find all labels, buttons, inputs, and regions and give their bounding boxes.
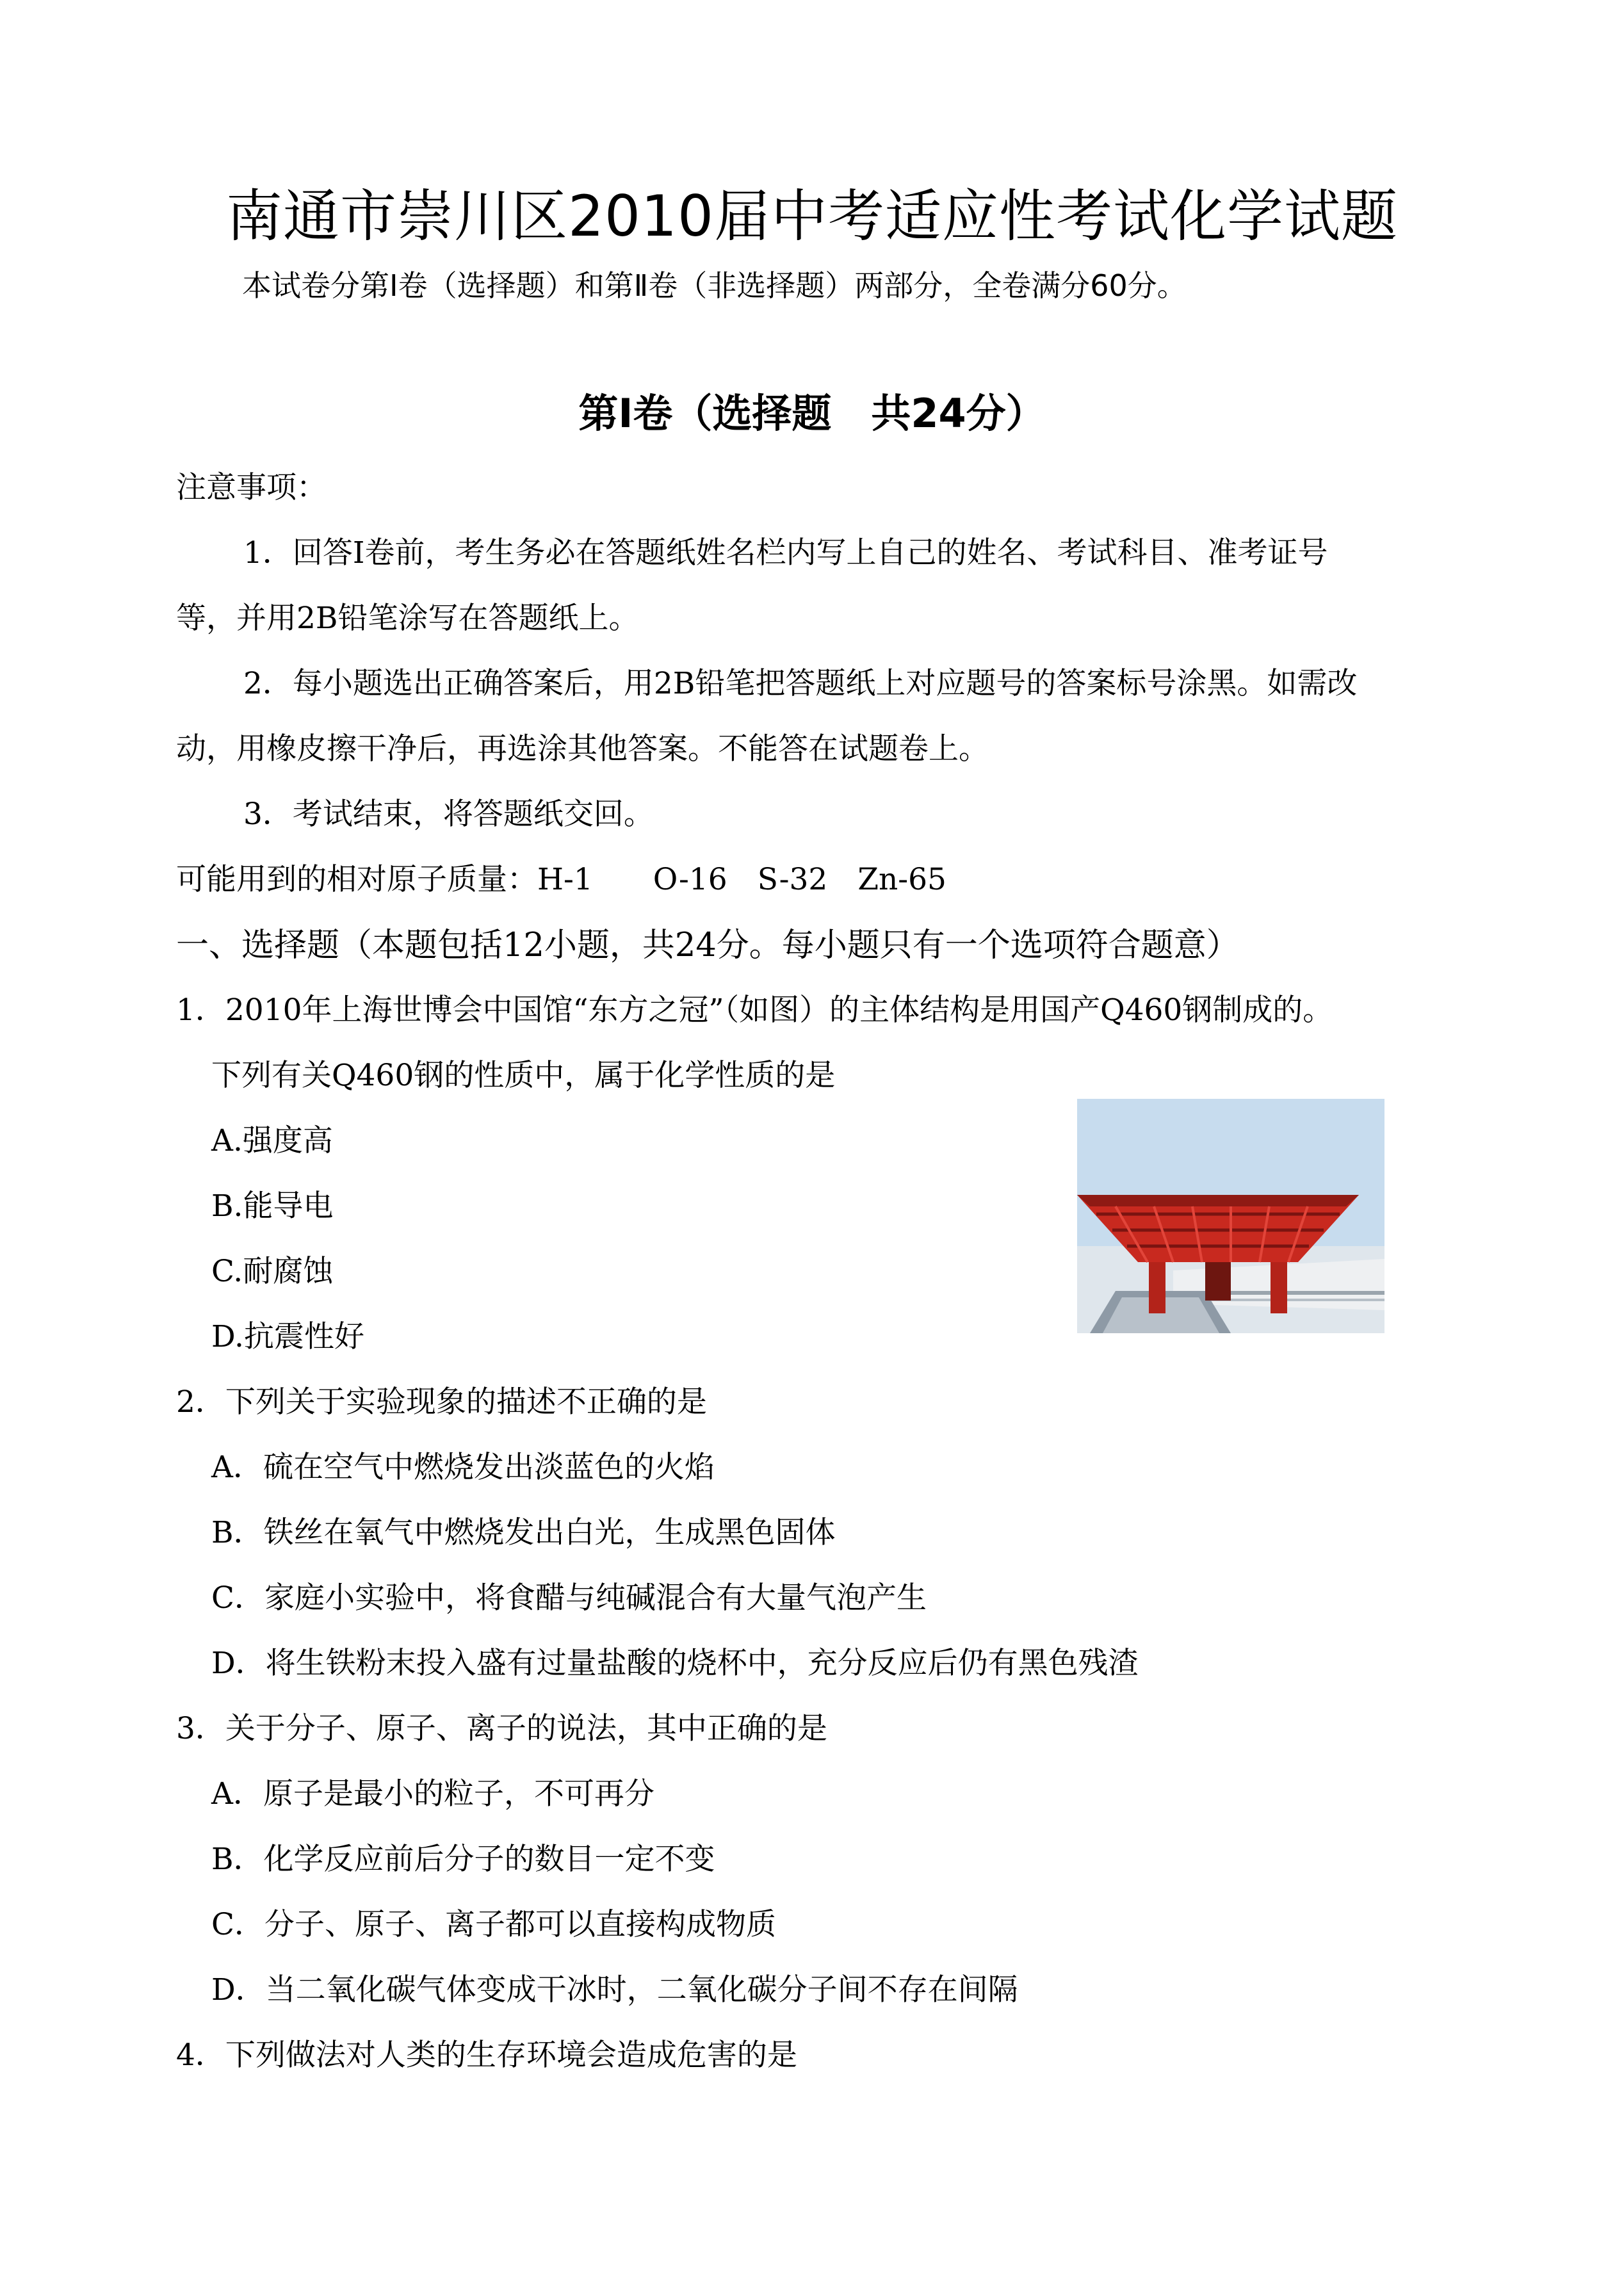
- section-title: 第Ⅰ卷（选择题 共24分）: [578, 390, 1046, 437]
- question-stem: 2．下列关于实验现象的描述不正确的是: [176, 1384, 707, 1420]
- answer-option: D．将生铁粉末投入盛有过量盐酸的烧杯中，充分反应后仍有黑色残渣: [211, 1646, 1139, 1681]
- answer-option: D．当二氧化碳气体变成干冰时，二氧化碳分子间不存在间隔: [211, 1972, 1018, 2007]
- note-line: 动，用橡皮擦干净后，再选涂其他答案。不能答在试题卷上。: [176, 731, 989, 766]
- answer-option: A．原子是最小的粒子，不可再分: [211, 1776, 654, 1812]
- question-stem: 1．2010年上海世博会中国馆“东方之冠”（如图）的主体结构是用国产Q460钢制成的。: [176, 993, 1333, 1028]
- question-stem: 3．关于分子、原子、离子的说法，其中正确的是: [176, 1711, 827, 1746]
- part-heading: 一、选择题（本题包括12小题，共24分。每小题只有一个选项符合题意）: [176, 927, 1239, 964]
- answer-option: C.耐腐蚀: [211, 1254, 334, 1289]
- question-stem: 下列有关Q460钢的性质中，属于化学性质的是: [211, 1058, 836, 1093]
- answer-option: A．硫在空气中燃烧发出淡蓝色的火焰: [211, 1450, 715, 1485]
- exam-description: 本试卷分第Ⅰ卷（选择题）和第Ⅱ卷（非选择题）两部分，全卷满分60分。: [242, 268, 1187, 303]
- answer-option: D.抗震性好: [211, 1319, 364, 1354]
- answer-option: C．家庭小实验中，将食醋与纯碱混合有大量气泡产生: [211, 1580, 927, 1616]
- note-line: 3．考试结束，将答题纸交回。: [243, 797, 654, 832]
- answer-option: B．化学反应前后分子的数目一定不变: [211, 1842, 715, 1877]
- answer-option: A.强度高: [211, 1123, 333, 1158]
- note-line: 1．回答Ⅰ卷前，考生务必在答题纸姓名栏内写上自己的姓名、考试科目、准考证号: [243, 535, 1328, 571]
- answer-option: C．分子、原子、离子都可以直接构成物质: [211, 1907, 776, 1942]
- question-stem: 4．下列做法对人类的生存环境会造成危害的是: [176, 2038, 797, 2073]
- answer-option: B．铁丝在氧气中燃烧发出白光，生成黑色固体: [211, 1515, 836, 1550]
- page-title: 南通市崇川区2010届中考适应性考试化学试题: [226, 183, 1398, 249]
- note-line: 等，并用2B铅笔涂写在答题纸上。: [176, 601, 639, 636]
- china-pavilion-photo: [1077, 1099, 1384, 1333]
- atomic-masses: 可能用到的相对原子质量：H-1 O-16 S-32 Zn-65: [176, 862, 946, 897]
- answer-option: B.能导电: [211, 1188, 334, 1224]
- note-line: 2．每小题选出正确答案后，用2B铅笔把答题纸上对应题号的答案标号涂黑。如需改: [243, 666, 1358, 701]
- notes-heading: 注意事项：: [176, 470, 327, 505]
